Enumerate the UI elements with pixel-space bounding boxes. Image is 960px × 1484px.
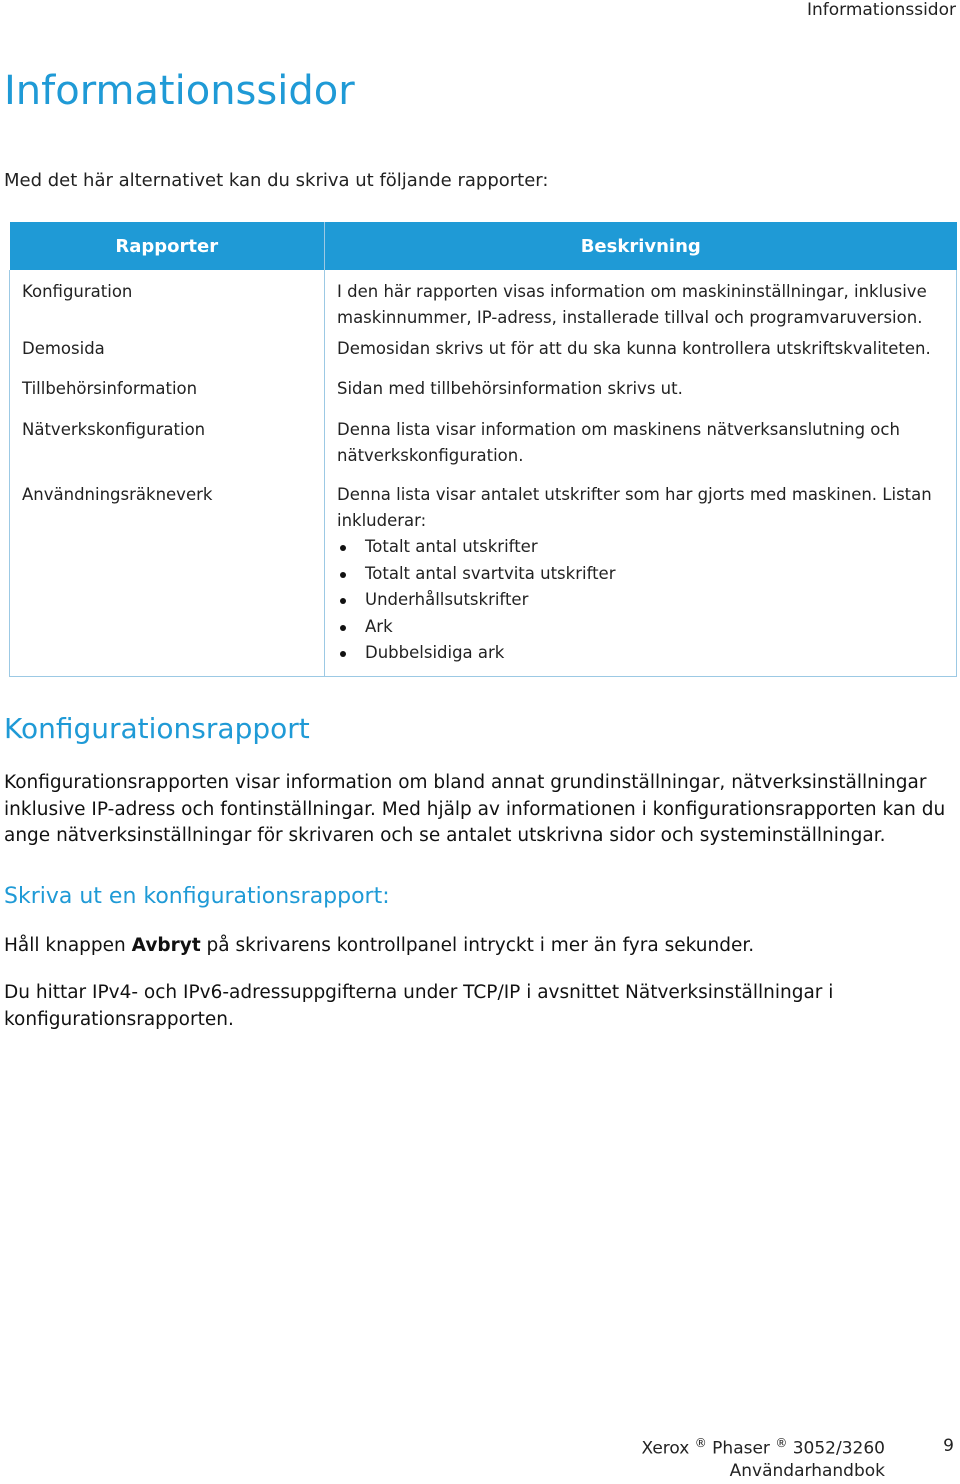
page-title: Informationssidor bbox=[4, 68, 355, 114]
intro-text: Med det här alternativet kan du skriva ut följande rapporter: bbox=[4, 170, 549, 191]
table-row bbox=[10, 336, 957, 376]
page-number: 9 bbox=[943, 1436, 954, 1456]
report-description: Demosidan skrivs ut för att du ska kunna kontrollera utskriftskvaliteten. bbox=[325, 336, 957, 376]
model-number: 3052/3260 bbox=[792, 1438, 885, 1459]
table-header-row bbox=[10, 222, 957, 270]
report-name: Konfiguration bbox=[10, 270, 325, 336]
table-row bbox=[10, 376, 957, 417]
footer-product bbox=[641, 1436, 885, 1459]
table-row bbox=[10, 270, 957, 336]
counter-bullet-list bbox=[337, 534, 956, 667]
list-item: Totalt antal svartvita utskrifter bbox=[337, 561, 956, 588]
product-name: Phaser bbox=[712, 1438, 770, 1459]
step-text-after: på skrivarens kontrollpanel intryckt i mer än fyra sekunder. bbox=[200, 935, 755, 956]
report-description-cell bbox=[325, 482, 957, 677]
section-heading: Konfigurationsrapport bbox=[4, 712, 310, 745]
report-description: Denna lista visar information om maskinens nätverksanslutning och nätverkskonfiguration. bbox=[325, 417, 957, 482]
brand-name: Xerox bbox=[641, 1438, 690, 1459]
list-item: Underhållsutskrifter bbox=[337, 587, 956, 614]
section-body: Konfigurationsrapporten visar information om bland annat grundinställningar, nätverksinställningar inklusive IP-adress och fontinställningar. Med hjälp av informationen i konfigurationsrapporten kan du ange nätverksinställningar för skrivaren och se antalet utskrivna sidor och systeminställningar. bbox=[4, 772, 946, 846]
procedure-step bbox=[4, 935, 754, 956]
info-paragraph: Du hittar IPv4- och IPv6-adressuppgifterna under TCP/IP i avsnittet Nätverksinställningar i konfigurationsrapporten. bbox=[4, 982, 834, 1030]
list-item: Dubbelsidiga ark bbox=[337, 640, 956, 667]
footer-manual: Användarhandbok bbox=[729, 1461, 885, 1481]
report-description: Denna lista visar antalet utskrifter som har gjorts med maskinen. Listan inkluderar: bbox=[337, 485, 932, 530]
report-description: Sidan med tillbehörsinformation skrivs ut. bbox=[325, 376, 957, 417]
step-text-before: Håll knappen bbox=[4, 935, 132, 956]
report-name: Demosida bbox=[10, 336, 325, 376]
header-description: Beskrivning bbox=[325, 222, 957, 270]
running-header: Informationssidor bbox=[806, 0, 956, 20]
report-description: I den här rapporten visas information om maskininställningar, inklusive maskinnummer, IP-adress, installerade tillval och programvaruversion. bbox=[325, 270, 957, 336]
procedure-heading: Skriva ut en konfigurationsrapport: bbox=[4, 884, 390, 909]
table-row bbox=[10, 417, 957, 482]
cancel-key-label: Avbryt bbox=[131, 935, 201, 956]
header-reports: Rapporter bbox=[10, 222, 325, 270]
list-item: Ark bbox=[337, 614, 956, 641]
table-row bbox=[10, 482, 957, 677]
registered-mark: ® bbox=[694, 1436, 707, 1450]
reports-table bbox=[9, 222, 957, 677]
registered-mark: ® bbox=[775, 1436, 788, 1450]
report-name: Nätverkskonfiguration bbox=[10, 417, 325, 482]
report-name: Användningsräkneverk bbox=[10, 482, 325, 677]
report-name: Tillbehörsinformation bbox=[10, 376, 325, 417]
list-item: Totalt antal utskrifter bbox=[337, 534, 956, 561]
